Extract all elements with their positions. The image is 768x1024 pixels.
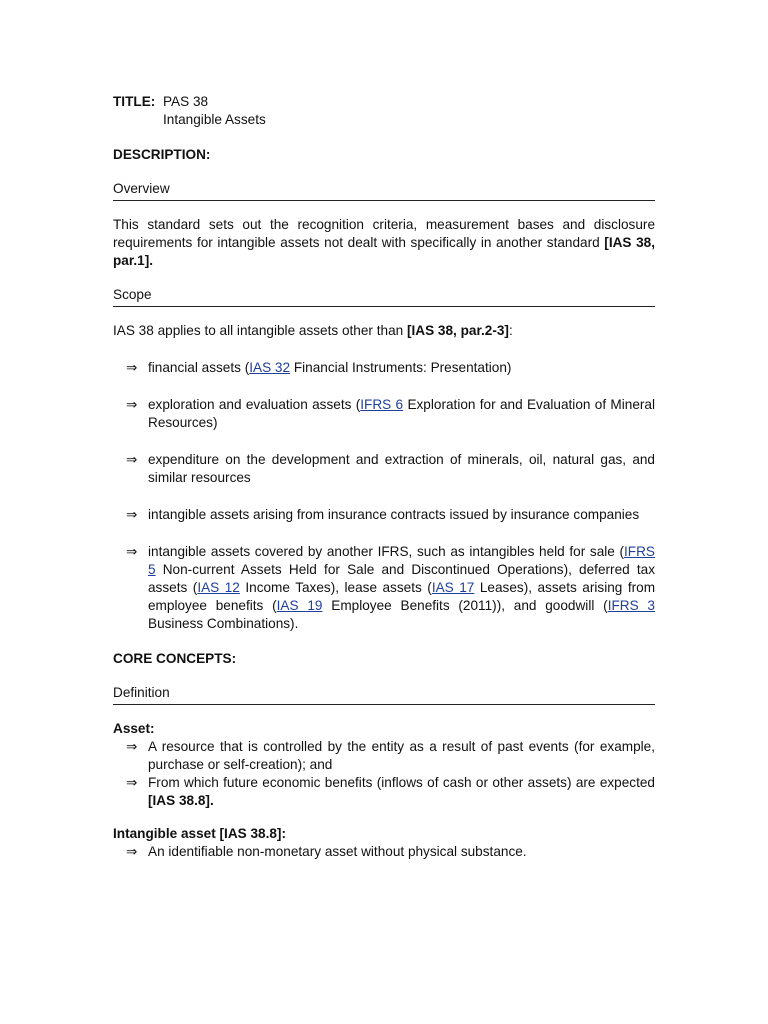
bullet-text: expenditure on the development and extraction of minerals, oil, natural gas, and similar resources (148, 452, 655, 485)
bullet-text-part: exploration and evaluation assets ( (148, 397, 361, 412)
list-item (113, 843, 655, 861)
overview-heading: Overview (113, 180, 655, 201)
arrow-icon: ⇒ (126, 775, 138, 790)
bullet-text: An identifiable non-monetary asset without physical substance. (148, 844, 527, 859)
arrow-icon: ⇒ (126, 360, 138, 375)
title-name: Intangible Assets (163, 112, 266, 127)
list-item (113, 774, 655, 810)
scope-heading: Scope (113, 286, 655, 307)
bullet-text: intangible assets arising from insurance contracts issued by insurance companies (148, 507, 640, 522)
list-item (113, 543, 655, 633)
intangible-asset-term: Intangible asset [IAS 38.8]: (113, 826, 286, 841)
arrow-icon: ⇒ (126, 452, 138, 467)
document-content (113, 93, 655, 861)
list-item (113, 359, 655, 377)
bullet-text (148, 543, 655, 633)
bullet-text-part: From which future economic benefits (inflows of cash or other assets) are expected (148, 775, 655, 790)
bullet-text-part: Non-current Assets Held for Sale and Discontinued Operations), deferred tax assets ( (148, 562, 655, 595)
list-item (113, 506, 655, 524)
ifrs-5-link[interactable]: IFRS 5 (148, 544, 655, 577)
bullet-text-part: Employee Benefits (2011)), and goodwill ( (322, 598, 608, 613)
bullet-text-part: Leases), assets arising from employee benefits ( (148, 580, 656, 613)
title-block (113, 93, 655, 129)
scope-intro-citation: [IAS 38, par.2-3] (406, 323, 509, 338)
asset-definition-list (113, 738, 655, 810)
bullet-text (148, 774, 655, 810)
arrow-icon: ⇒ (126, 507, 138, 522)
bullet-text-part: intangible assets covered by another IFRS, such as intangibles held for sale ( (148, 544, 625, 559)
scope-exclusions-list (113, 359, 655, 633)
bullet-text-part: Income Taxes), lease assets ( (239, 580, 432, 595)
arrow-icon: ⇒ (126, 844, 138, 859)
overview-citation: [IAS 38, par.1]. (113, 235, 655, 268)
definition-heading: Definition (113, 684, 655, 705)
arrow-icon: ⇒ (126, 397, 138, 412)
ifrs-6-link[interactable]: IFRS 6 (360, 397, 404, 412)
ias-12-link[interactable]: IAS 12 (197, 580, 240, 595)
list-item (113, 451, 655, 487)
scope-intro-text: IAS 38 applies to all intangible assets other than (113, 323, 407, 338)
description-heading: DESCRIPTION: (113, 147, 211, 162)
arrow-icon: ⇒ (126, 739, 138, 754)
overview-text: This standard sets out the recognition criteria, measurement bases and disclosure requirements for intangible assets not dealt with specifically in another standard (113, 217, 655, 250)
ias-17-link[interactable]: IAS 17 (431, 580, 475, 595)
ias-32-link[interactable]: IAS 32 (249, 360, 291, 375)
list-item (113, 738, 655, 774)
scope-intro-colon: : (508, 323, 513, 338)
asset-term: Asset: (113, 721, 155, 736)
bullet-text: A resource that is controlled by the entity as a result of past events (for example, purchase or self-creation); and (148, 739, 655, 772)
bullet-text-part: Exploration for and Evaluation of Mineral Resources) (148, 397, 655, 430)
title-code: PAS 38 (163, 94, 209, 109)
bullet-text-part: Financial Instruments: Presentation) (290, 360, 512, 375)
core-concepts-heading: CORE CONCEPTS: (113, 651, 237, 666)
intangible-definition-list (113, 843, 655, 861)
bullet-text-part: financial assets ( (148, 360, 250, 375)
bullet-text-part: Business Combinations). (148, 616, 299, 631)
scope-intro (113, 322, 655, 340)
overview-paragraph (113, 216, 655, 270)
title-lines (163, 93, 266, 129)
bullet-text (148, 396, 655, 432)
asset-citation: [IAS 38.8]. (148, 793, 214, 808)
arrow-icon: ⇒ (126, 544, 138, 559)
bullet-text (148, 359, 655, 377)
ias-19-link[interactable]: IAS 19 (276, 598, 323, 613)
ifrs-3-link[interactable]: IFRS 3 (607, 598, 655, 613)
list-item (113, 396, 655, 432)
title-label: TITLE: (113, 94, 156, 109)
